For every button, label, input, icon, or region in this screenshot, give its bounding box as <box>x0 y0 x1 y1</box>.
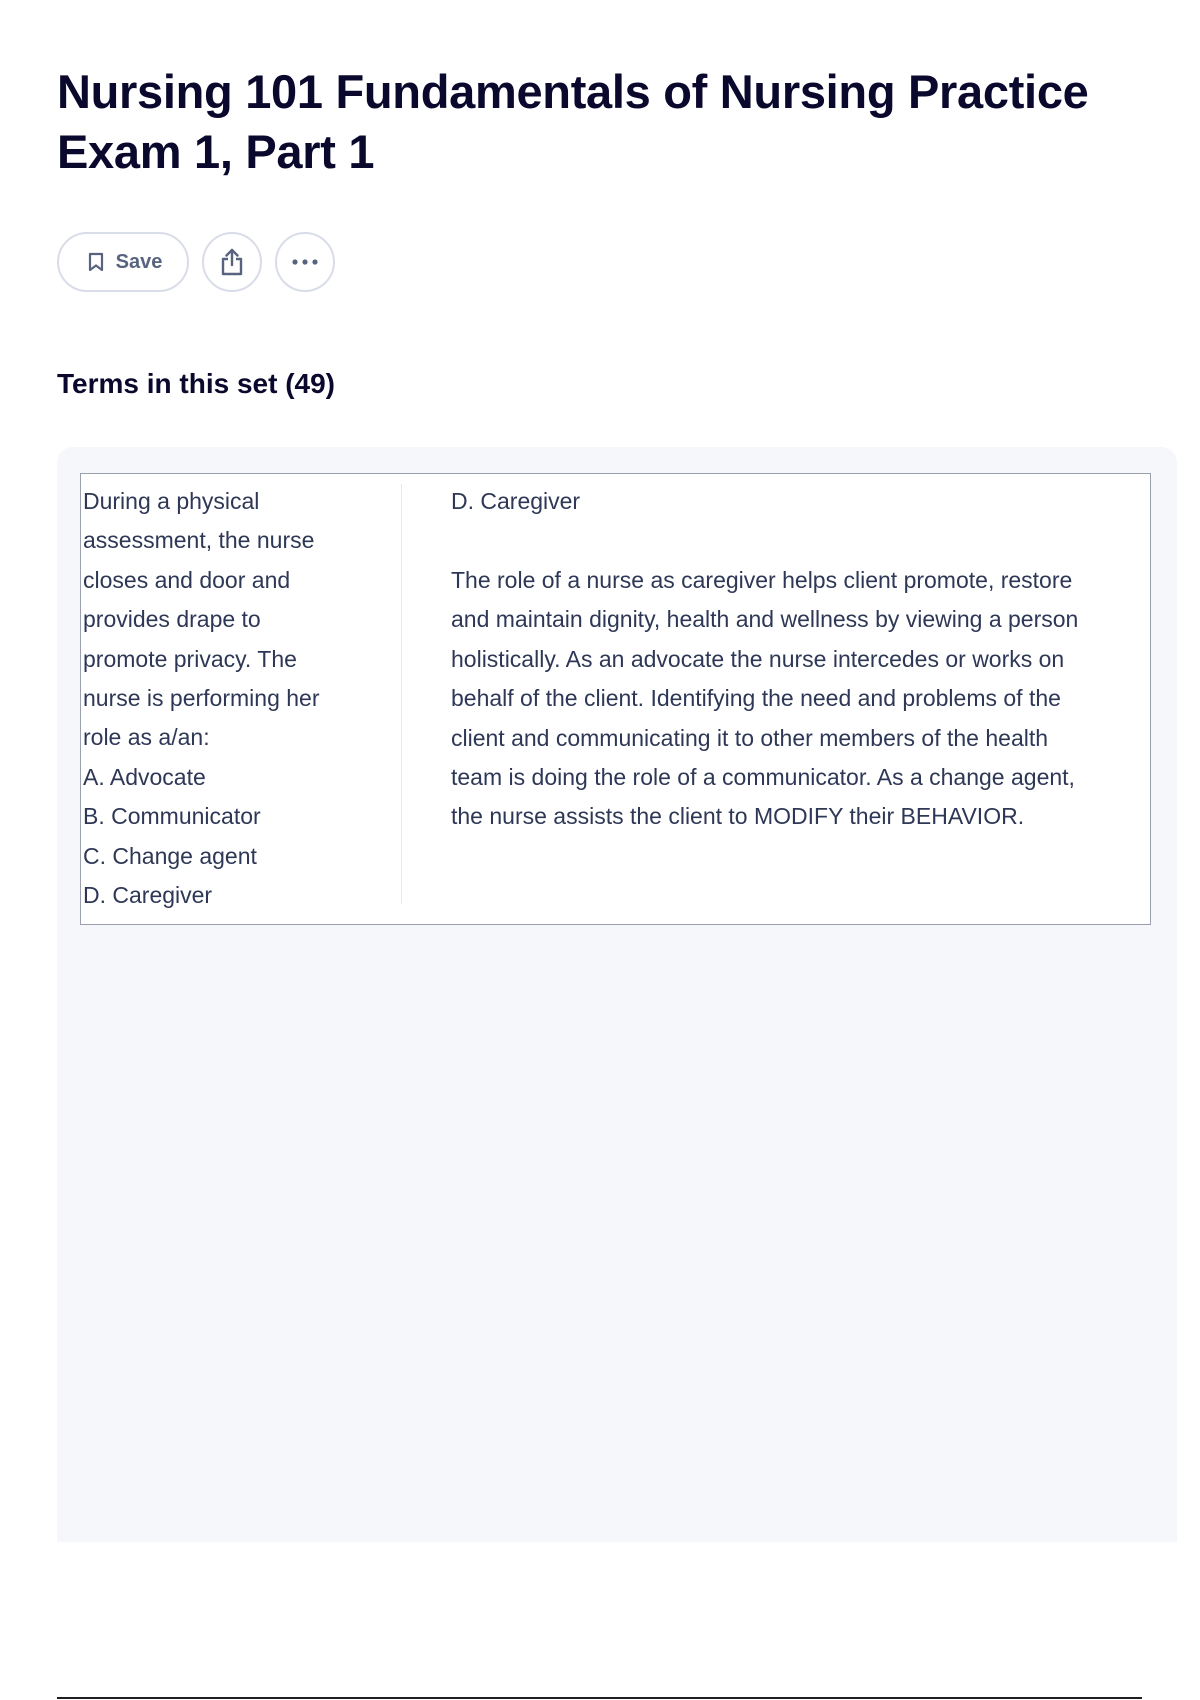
card-divider <box>401 484 402 904</box>
bottom-divider <box>57 1697 1142 1699</box>
terms-heading: Terms in this set (49) <box>57 368 336 399</box>
save-button[interactable] <box>57 232 189 292</box>
more-horizontal-icon <box>291 258 319 266</box>
share-icon <box>219 247 245 277</box>
share-button[interactable] <box>202 232 262 292</box>
term-card <box>80 473 1151 925</box>
more-options-button[interactable] <box>275 232 335 292</box>
save-label: Save <box>115 250 163 273</box>
action-bar <box>57 232 335 292</box>
page-title: Nursing 101 Fundamentals of Nursing Practice Exam 1, Part 1 <box>57 65 1089 178</box>
bookmark-icon <box>88 252 104 272</box>
definition-explanation: The role of a nurse as caregiver helps client promote, restore and maintain dignity, health and wellness by viewing a person holistically. As an advocate the nurse intercedes or works on behalf of the client. Identifying the need and problems of the client and communicating it to other members of the health team is doing the role of a communicator. As a change agent, the nurse assists the client to MODIFY their BEHAVIOR. <box>451 567 1079 830</box>
term-question: During a physical assessment, the nurse closes and door and provides drape to promote privacy. The nurse is performing her role as a/an: A. Advocate B. Communicator C. Change agent D. Caregiver <box>83 488 320 909</box>
definition-answer: D. Caregiver <box>451 488 581 514</box>
terms-panel <box>57 447 1177 1542</box>
